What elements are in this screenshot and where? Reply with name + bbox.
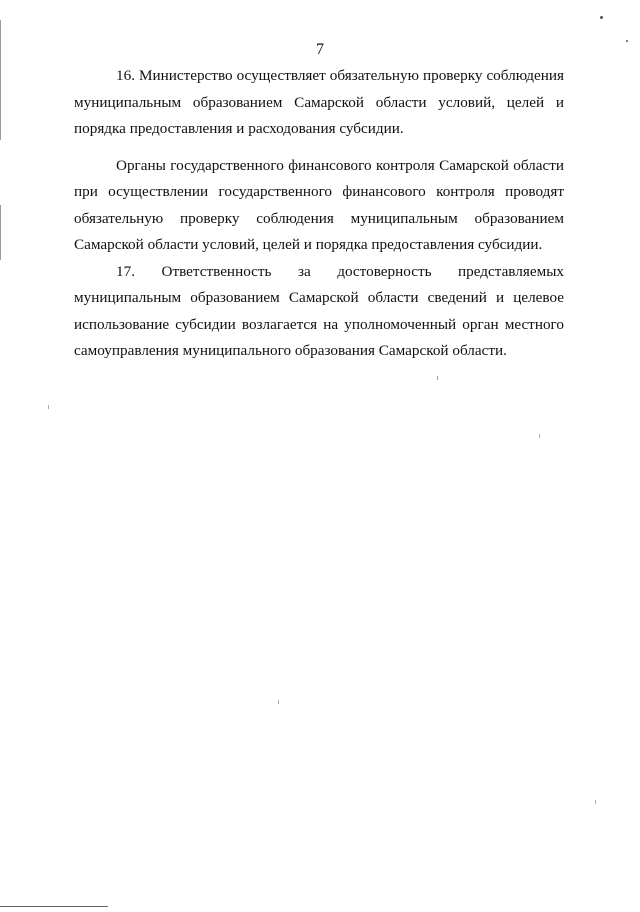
paragraph-17-word: представляемых — [458, 262, 564, 280]
paragraph-17-continuation: муниципальным образованием Самарской области сведений и целевое использование субсидии возлагается на уполномоченный орган местного самоуправления муниципального образования Самарской области. — [74, 289, 564, 359]
scan-speck — [437, 376, 438, 380]
scan-speck — [626, 40, 628, 42]
scan-speck — [539, 434, 540, 438]
paragraph-17-word: достоверность — [337, 262, 432, 280]
scan-speck — [278, 700, 279, 704]
scan-speck — [48, 405, 49, 409]
scan-edge-line — [0, 205, 1, 260]
footnote-rule — [0, 906, 108, 907]
paragraph-17 — [74, 259, 564, 365]
paragraph-17-first-line — [74, 259, 564, 286]
paragraph-17-word: за — [297, 262, 311, 280]
document-body — [74, 63, 564, 365]
scan-edge-line — [0, 20, 1, 140]
paragraph-17-word: Ответственность — [161, 262, 272, 280]
scan-speck — [600, 16, 603, 19]
page-number: 7 — [316, 41, 324, 58]
paragraph-17-word: 17. — [116, 262, 135, 280]
paragraph-16: 16. Министерство осуществляет обязательную проверку соблюдения муниципальным образованием Самарской области условий, целей и порядка предоставления и расходования субсидии. — [74, 67, 564, 137]
scan-speck — [595, 800, 596, 804]
paragraph-financial-control: Органы государственного финансового контроля Самарской области при осуществлении государственного финансового контроля проводят обязательную проверку соблюдения муниципальным образованием Самарской области условий, целей и порядка предоставления субсидии. — [74, 156, 564, 253]
